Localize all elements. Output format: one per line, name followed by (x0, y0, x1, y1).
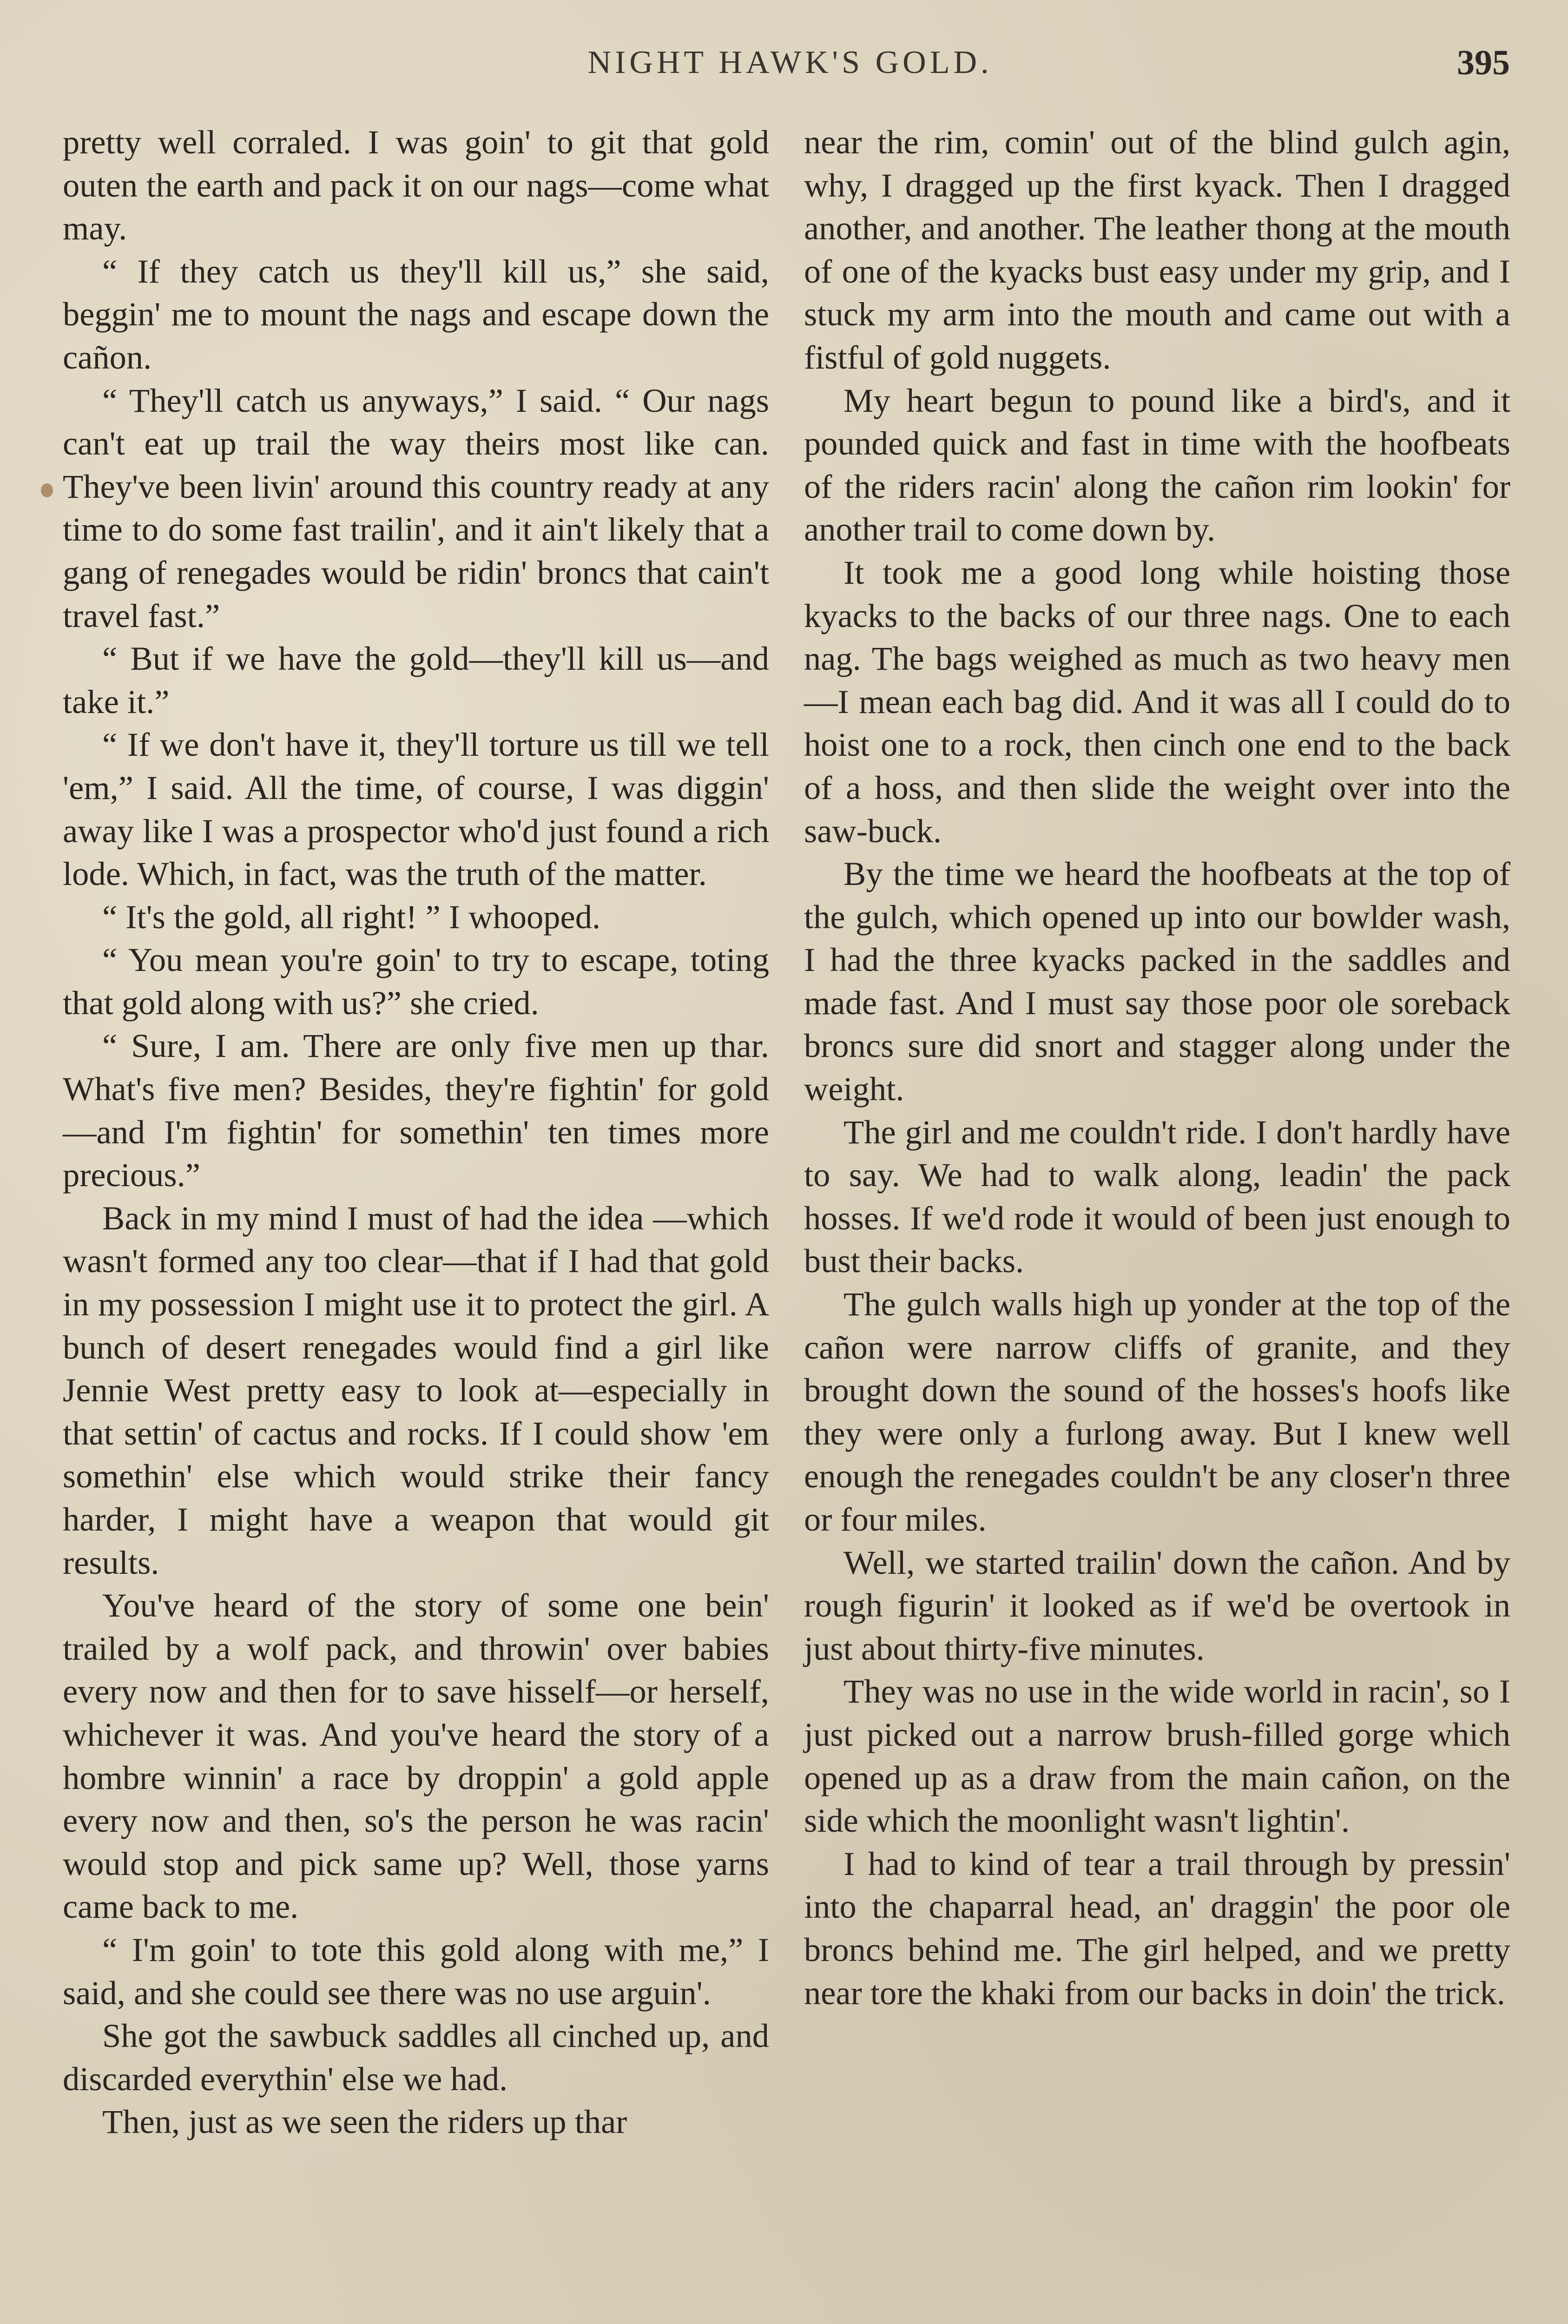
paragraph: Then, just as we seen the riders up thar (102, 2103, 627, 2141)
paragraph: near the rim, comin' out of the blind gulch agin, why, I dragged up the first kyack. Then I dragged another, and another. The leather thong at the mouth of one of the kyacks bust easy under my grip, and I stuck my arm into the mouth and came out with a fistful of gold nuggets. (804, 123, 1510, 376)
paragraph: My heart begun to pound like a bird's, and it pounded quick and fast in time with the hoofbeats of the riders racin' along the cañon rim lookin' for another trail to come down by. (804, 381, 1510, 548)
paragraph: pretty well corraled. I was goin' to git that gold outen the earth and pack it on our nags—come what may. (63, 123, 769, 247)
paragraph: “ If we don't have it, they'll torture us till we tell 'em,” I said. All the time, of course, I was diggin' away like I was a prospector who'd just found a rich lode. Which, in fact, was the truth of the matter. (63, 726, 769, 893)
paragraph: Back in my mind I must of had the idea —which wasn't formed any too clear—that if I had that gold in my possession I might use it to protect the girl. A bunch of desert renegades would find a girl like Jennie West pretty easy to look at—especially in that settin' of cactus and rocks. If I could show 'em somethin' else which would strike their fancy harder, I might have a weapon that would git results. (63, 1199, 769, 1581)
paragraph: The gulch walls high up yonder at the top of the cañon were narrow cliffs of granite, and they brought down the sound of the hosses's hoofs like they were only a furlong away. But I knew well enough the renegades couldn't be any closer'n three or four miles. (804, 1285, 1510, 1538)
paragraph: The girl and me couldn't ride. I don't hardly have to say. We had to walk along, leadin' the pack hosses. If we'd rode it would of been just enough to bust their backs. (804, 1113, 1510, 1280)
paragraph: They was no use in the wide world in racin', so I just picked out a narrow brush-filled gorge which opened up as a draw from the main cañon, on the side which the moonlight wasn't lightin'. (804, 1672, 1510, 1840)
paragraph: “ If they catch us they'll kill us,” she said, beggin' me to mount the nags and escape down the cañon. (63, 252, 769, 376)
paragraph: “ But if we have the gold—they'll kill us—and take it.” (63, 640, 769, 720)
paragraph: By the time we heard the hoofbeats at the top of the gulch, which opened up into our bowlder wash, I had the three kyacks packed in the saddles and made fast. And I must say those poor ole soreback broncs sure did snort and stagger along under the weight. (804, 855, 1510, 1108)
paragraph: Well, we started trailin' down the cañon. And by rough figurin' it looked as if we'd be overtook in just about thirty-five minutes. (804, 1543, 1510, 1667)
running-title: NIGHT HAWK'S GOLD. (587, 45, 993, 80)
paragraph: It took me a good long while hoisting those kyacks to the backs of our three nags. One to each nag. The bags weighed as much as two heavy men—I mean each bag did. And it was all I could do to hoist one to a rock, then cinch one end to the back of a hoss, and then slide the weight over into the saw-buck. (804, 553, 1510, 850)
paragraph: “ It's the gold, all right! ” I whooped. (102, 898, 601, 936)
page-number: 395 (1457, 43, 1510, 82)
paragraph: She got the sawbuck saddles all cinched up, and discarded everythin' else we had. (63, 2017, 769, 2098)
paragraph: “ I'm goin' to tote this gold along with me,” I said, and she could see there was no use arguin'. (63, 1930, 769, 2012)
right-column (804, 121, 1510, 2014)
paragraph: You've heard of the story of some one bein' trailed by a wolf pack, and throwin' over babies every now and then for to save hisself—or herself, whichever it was. And you've heard the story of a hombre winnin' a race by droppin' a gold apple every now and then, so's the person he was racin' would stop and pick same up? Well, those yarns came back to me. (63, 1586, 769, 1926)
paper-speck (41, 483, 53, 497)
paragraph: “ They'll catch us anyways,” I said. “ Our nags can't eat up trail the way theirs most like can. They've been livin' around this country ready at any time to do some fast trailin', and it ain't likely that a gang of renegades would be ridin' broncs that cain't travel fast.” (63, 381, 769, 634)
paragraph: I had to kind of tear a trail through by pressin' into the chaparral head, an' draggin' the poor ole broncs behind me. The girl helped, and we pretty near tore the khaki from our backs in doin' the trick. (804, 1844, 1510, 2012)
paragraph: “ You mean you're goin' to try to escape, toting that gold along with us?” she cried. (63, 941, 769, 1022)
left-column (63, 121, 769, 2144)
paragraph: “ Sure, I am. There are only five men up thar. What's five men? Besides, they're fightin' for gold—and I'm fightin' for somethin' ten times more precious.” (63, 1027, 769, 1194)
